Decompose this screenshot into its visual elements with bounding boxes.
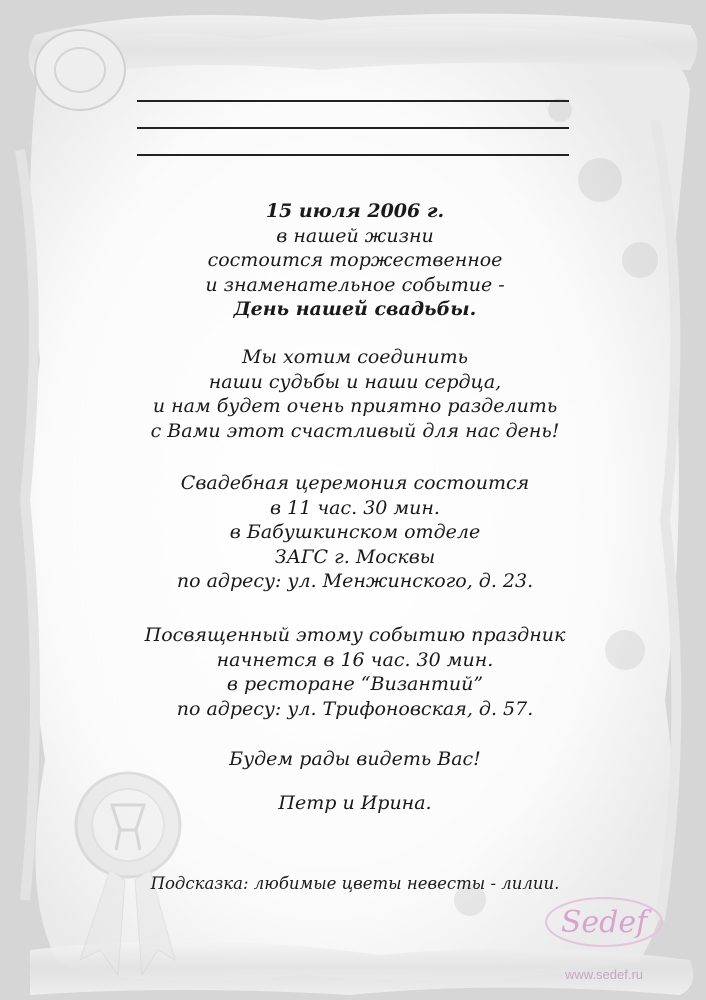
celebration-details <box>80 623 630 721</box>
celebration-address: по адресу: ул. Трифоновская, д. 57. <box>176 697 534 720</box>
signature: Петр и Ирина. <box>278 792 432 814</box>
name-line-2 <box>137 127 569 129</box>
message-line-4: с Вами этот счастливый для нас день! <box>150 419 560 442</box>
name-line-1 <box>137 100 569 102</box>
celebration-line-1: Посвященный этому событию праздник <box>144 624 566 646</box>
ceremony-details <box>80 471 630 594</box>
message-line-3: и нам будет очень приятно разделить <box>152 395 558 417</box>
intro-line-2: в нашей жизни <box>276 224 434 247</box>
wedding-day-title: День нашей свадьбы. <box>233 298 477 320</box>
intro-line-4: и знаменательное событие - <box>205 273 505 296</box>
message-line-2: наши судьбы и наши сердца, <box>208 370 502 393</box>
name-line-3 <box>137 154 569 156</box>
ceremony-address: по адресу: ул. Менжинского, д. 23. <box>176 570 534 592</box>
ceremony-time: в 11 час. 30 мин. <box>270 496 440 519</box>
sedef-logo <box>540 892 670 952</box>
invitation-message <box>80 345 630 443</box>
invitation-intro <box>80 199 630 322</box>
celebration-time: начнется в 16 час. 30 мин. <box>216 648 494 671</box>
hint-text: Подсказка: любимые цветы невесты - лилии. <box>150 874 560 893</box>
intro-line-3: состоится торжественное <box>207 249 503 271</box>
celebration-venue: в ресторане “Византий” <box>226 673 484 695</box>
svg-text:Sedef: Sedef <box>560 905 648 940</box>
website-url: www.sedef.ru <box>565 967 644 982</box>
message-line-1: Мы хотим соединить <box>242 346 468 368</box>
closing-text: Будем рады видеть Вас! <box>229 748 481 770</box>
ceremony-line-1: Свадебная церемония состоится <box>180 472 530 494</box>
ceremony-line-3: в Бабушкинском отделе <box>229 521 481 543</box>
wedding-date: 15 июля 2006 г. <box>265 200 445 222</box>
ceremony-line-4: ЗАГС г. Москвы <box>274 545 436 568</box>
